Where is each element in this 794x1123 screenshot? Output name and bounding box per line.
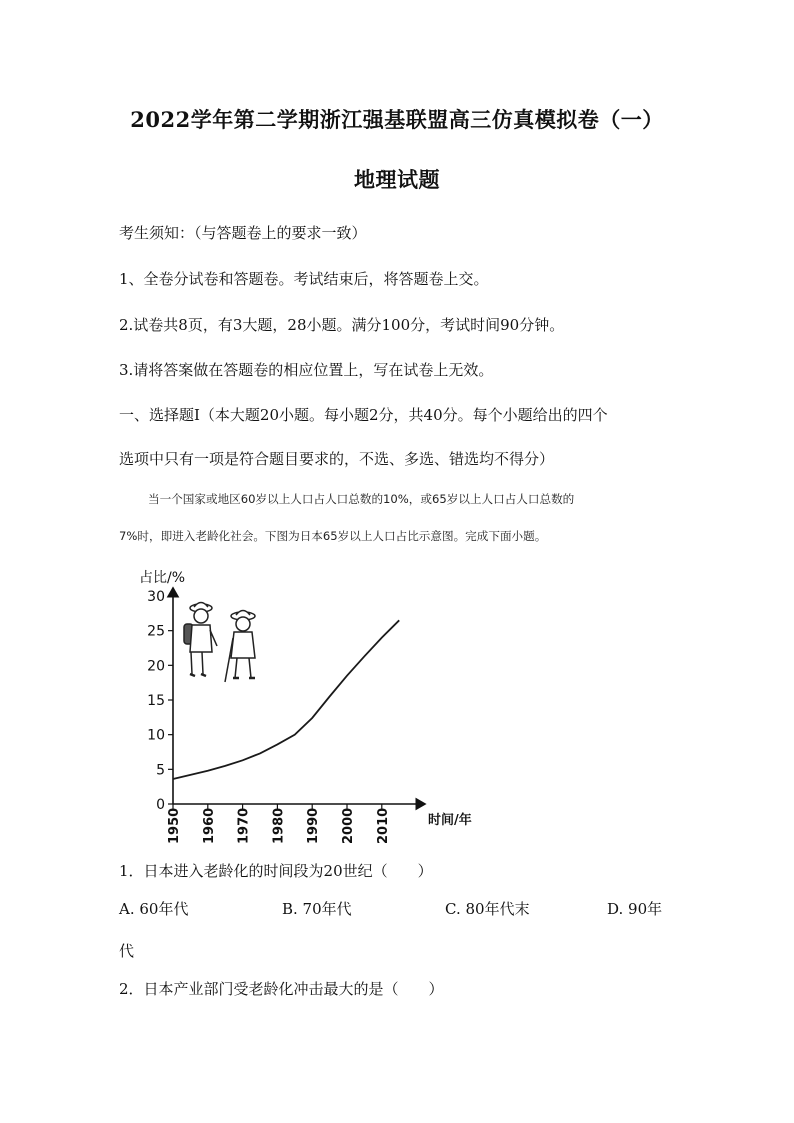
x-tick-label: 1950 bbox=[167, 807, 182, 844]
aging-population-chart bbox=[125, 562, 485, 844]
notice-heading: 考生须知：（与答题卷上的要求一致） bbox=[119, 224, 367, 242]
question-1-option-b[interactable]: B. 70年代 bbox=[282, 900, 352, 918]
question-1-stem: 1．日本进入老龄化的时间段为20世纪（ ） bbox=[119, 862, 433, 880]
y-tick-label: 30 bbox=[147, 589, 165, 605]
notice-item-1: 1、全卷分试卷和答题卷。考试结束后，将答题卷上交。 bbox=[119, 270, 489, 288]
exam-subtitle: 地理试题 bbox=[354, 167, 440, 192]
x-tick-label: 1970 bbox=[236, 807, 252, 844]
x-tick-label: 1980 bbox=[271, 807, 287, 844]
question-1-option-d-wrap: 代 bbox=[119, 942, 135, 960]
section-heading-line-2: 选项中只有一项是符合题目要求的，不选、多选、错选均不得分） bbox=[119, 450, 555, 468]
y-tick-label: 5 bbox=[156, 762, 165, 779]
y-tick-label: 25 bbox=[147, 623, 165, 640]
y-axis-label: 占比/% bbox=[139, 570, 186, 586]
x-tick-label: 2000 bbox=[341, 807, 356, 844]
question-1-option-d[interactable]: D. 90年 bbox=[607, 900, 663, 918]
question-1-option-a[interactable]: A. 60年代 bbox=[119, 900, 189, 918]
x-tick-label: 1960 bbox=[201, 807, 217, 844]
passage-line-1: 当一个国家或地区60岁以上人口占人口总数的10%，或65岁以上人口占人口总数的 bbox=[148, 492, 575, 506]
x-tick-label: 2010 bbox=[375, 807, 391, 844]
notice-item-2: 2.试卷共8页，有3大题，28小题。满分100分，考试时间90分钟。 bbox=[119, 316, 565, 334]
passage-line-2: 7%时，即进入老龄化社会。下图为日本65岁以上人口占比示意图。完成下面小题。 bbox=[119, 529, 547, 543]
y-tick-label: 15 bbox=[147, 693, 165, 709]
exam-title: 2022学年第二学期浙江强基联盟高三仿真模拟卷（一） bbox=[130, 107, 664, 132]
x-tick-label: 1990 bbox=[306, 807, 322, 844]
question-1-option-c[interactable]: C. 80年代末 bbox=[445, 900, 530, 918]
elderly-couple-illustration bbox=[184, 603, 255, 683]
notice-item-3: 3.请将答案做在答题卷的相应位置上，写在试卷上无效。 bbox=[119, 361, 494, 379]
question-2-stem: 2．日本产业部门受老龄化冲击最大的是（ ） bbox=[119, 980, 444, 998]
x-axis-label: 时间/年 bbox=[428, 813, 472, 828]
y-tick-label: 20 bbox=[147, 658, 165, 675]
y-tick-label: 10 bbox=[147, 727, 165, 744]
y-tick-label: 0 bbox=[156, 797, 165, 813]
section-heading-line-1: 一、选择题Ⅰ（本大题20小题。每小题2分，共40分。每个小题给出的四个 bbox=[119, 406, 608, 424]
